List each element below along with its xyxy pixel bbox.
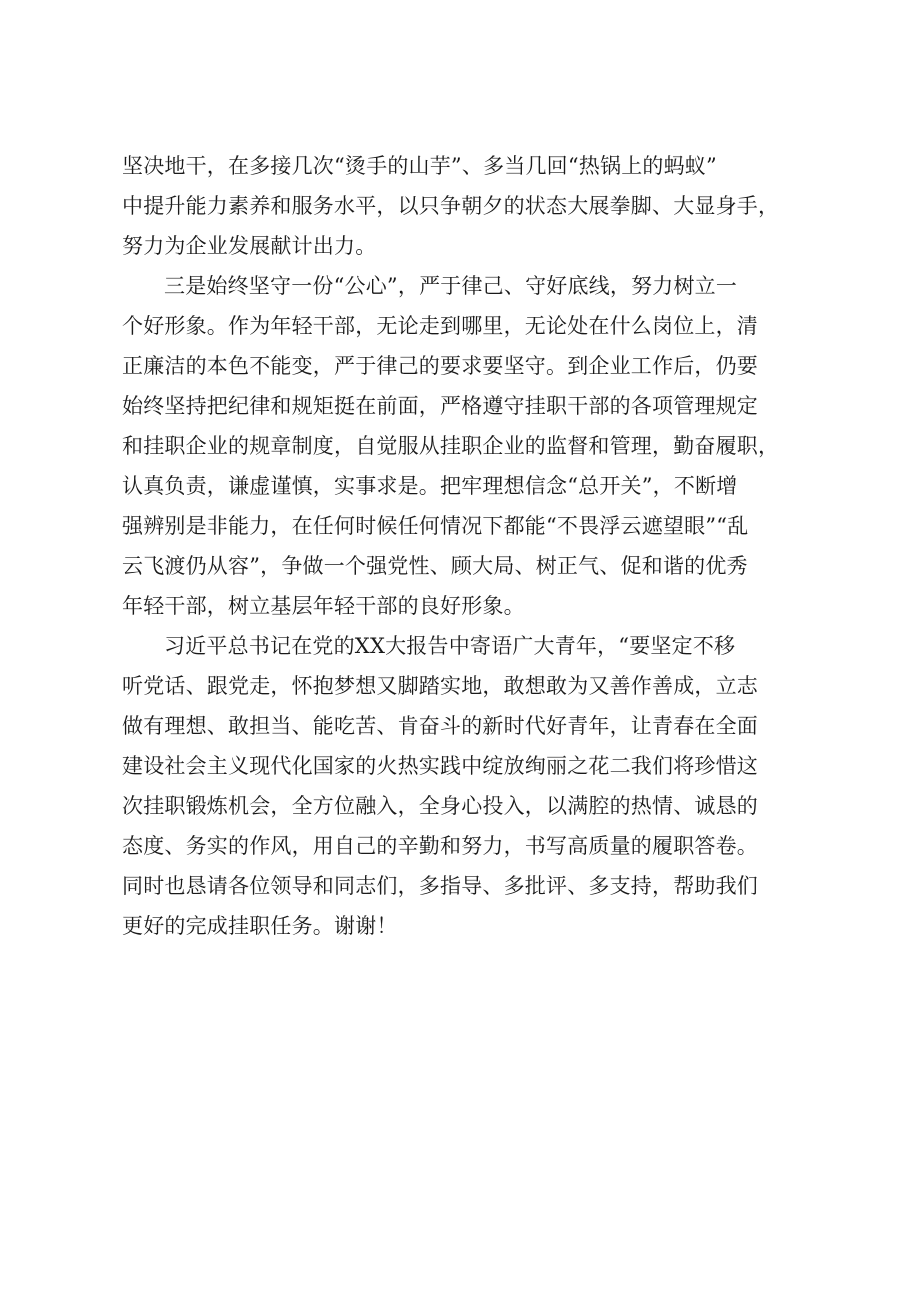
text-line: 年轻干部，树立基层年轻干部的良好形象。: [122, 594, 525, 618]
text-line: 正廉洁的本色不能变，严于律己的要求要坚守。到企业工作后，仍要: [122, 354, 758, 378]
text-line: 更好的完成挂职任务。谢谢！: [122, 914, 398, 938]
paragraph-1: [122, 146, 820, 266]
text-line: 坚决地干，在多接几次“烫手的山芋”、多当几回“热锅上的蚂蚁”: [122, 154, 717, 178]
text-line: 云飞渡仍从容”，争做一个强党性、顾大局、树正气、促和谐的优秀: [122, 554, 748, 578]
document-body: [122, 146, 820, 946]
text-line: 认真负责，谦虚谨慎，实事求是。把牢理想信念“总开关”，不断增: [122, 474, 738, 498]
paragraph-3: [122, 626, 820, 946]
text-line: 做有理想、敢担当、能吃苦、肯奋斗的新时代好青年，让青春在全面: [122, 714, 758, 738]
text-line: 建设社会主义现代化国家的火热实践中绽放绚丽之花二我们将珍惜这: [122, 754, 758, 778]
text-line: 个好形象。作为年轻干部，无论走到哪里，无论处在什么岗位上，清: [122, 314, 758, 338]
text-line: 听党话、跟党走，怀抱梦想又脚踏实地，敢想敢为又善作善成，立志: [122, 674, 758, 698]
text-line: 习近平总书记在党的XX大报告中寄语广大青年，“要坚定不移: [164, 634, 736, 658]
paragraph-2: [122, 266, 820, 626]
text-line: 同时也恳请各位领导和同志们，多指导、多批评、多支持，帮助我们: [122, 874, 758, 898]
text-line: 中提升能力素养和服务水平，以只争朝夕的状态大展拳脚、大显身手，: [122, 194, 780, 218]
text-line: 始终坚持把纪律和规矩挺在前面，严格遵守挂职干部的各项管理规定: [122, 394, 758, 418]
text-line: 三是始终坚守一份“公心”，严于律己、守好底线，努力树立一: [164, 274, 738, 298]
text-line: 和挂职企业的规章制度，自觉服从挂职企业的监督和管理，勤奋履职，: [122, 434, 780, 458]
text-line: 次挂职锻炼机会，全方位融入，全身心投入，以满腔的热情、诚恳的: [122, 794, 758, 818]
text-line: 态度、务实的作风，用自己的辛勤和努力，书写高质量的履职答卷。: [122, 834, 758, 858]
text-line: 努力为企业发展献计出力。: [122, 234, 377, 258]
text-line: 强辨别是非能力，在任何时候任何情况下都能“不畏浮云遮望眼”“乱: [122, 514, 749, 538]
